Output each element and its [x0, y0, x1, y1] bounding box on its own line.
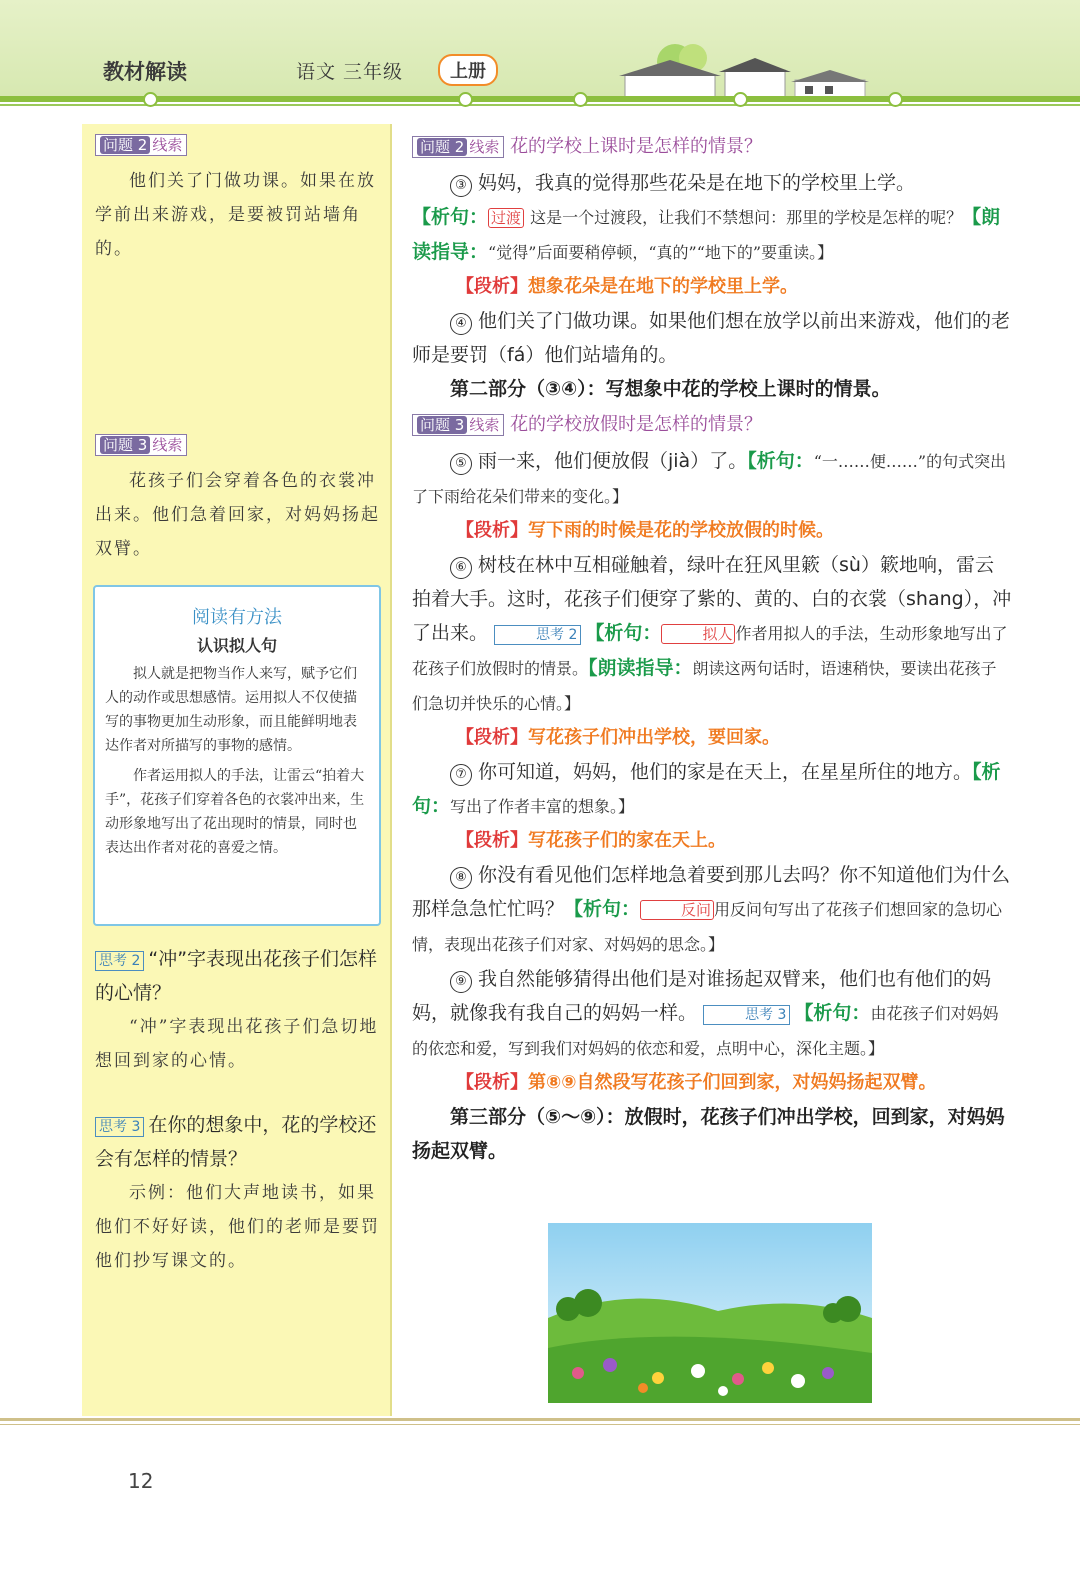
header-dot [458, 92, 473, 107]
paragraph-6-text: 树枝在林中互相碰触着，绿叶在狂风里簌（sù）簌地响，雷云拍着大手。这时，花孩子们便穿了紫的、黄的、白的衣裳（shang），冲了出来。 [412, 554, 1012, 644]
analysis-tag-rhetorical: 反问 [640, 900, 714, 920]
q3-question-line [412, 410, 1012, 440]
header-dot [573, 92, 588, 107]
think3-question: 在你的想象中，花的学校还会有怎样的情景？ [95, 1114, 377, 1170]
q3-clue-tag [95, 434, 187, 456]
paragraph-6 [412, 548, 1012, 721]
paragraph-8-analysis: 用反问句写出了花孩子们想回家的急切心情，表现出花孩子们对家、对妈妈的思念。】 [412, 900, 1003, 954]
think3-block [95, 1108, 380, 1278]
method-title: 阅读有方法 [192, 607, 282, 628]
paragraph-9-analysis: 由花孩子们对妈妈的依恋和爱，写到我们对妈妈的依恋和爱，点明中心，深化主题。】 [412, 1004, 999, 1058]
paragraph-5-number: ⑤ [450, 453, 472, 475]
segment-7-text: 写花孩子们的家在天上。 [528, 830, 726, 851]
think2-answer: “冲”字表现出花孩子们急切地想回到家的心情。 [95, 1017, 379, 1071]
analysis-label: 【析句： [747, 450, 814, 472]
segment-3-text: 想象花朵是在地下的学校里上学。 [528, 276, 798, 297]
segment-5-text: 写下雨的时候是花的学校放假的时候。 [528, 520, 834, 541]
q3-tag [412, 414, 504, 436]
analysis-label: 【析句： [412, 761, 1001, 817]
segment-6-text: 写花孩子们冲出学校，要回家。 [528, 727, 780, 748]
segment-9-text: 第⑧⑨自然段写花孩子们回到家，对妈妈扬起双臂。 [528, 1072, 937, 1093]
q3-tag-number: 问题 3 [100, 436, 150, 454]
segment-label: 【段析】 [456, 830, 528, 851]
paragraph-5 [412, 444, 1012, 514]
footer-rule-thin [0, 1424, 1080, 1425]
paragraph-6-reading-guide: 朗读这两句话时，语速稍快，要读出花孩子们急切并快乐的心情。】 [412, 659, 997, 713]
header-rule-thin [0, 104, 1080, 106]
main-text-column [412, 128, 1012, 1168]
method-paragraph-2: 作者运用拟人的手法，让雷云“拍着大手”，花孩子们穿着各色的衣裳冲出来，生动形象地写出了花出现时的情景，同时也表达出作者对花的喜爱之情。 [105, 768, 365, 856]
paragraph-6-number: ⑥ [450, 557, 472, 579]
q2-clue-text: 他们关了门做功课。如果在放学前出来游戏，是要被罚站墙角的。 [95, 171, 376, 259]
think3-ref-tag: 思考 3 [703, 1005, 790, 1025]
segment-analysis-6 [412, 721, 1012, 755]
q2-tag-number: 问题 2 [100, 136, 150, 154]
header-dot [733, 92, 748, 107]
footer-rule [0, 1418, 1080, 1421]
paragraph-8-text: 你没有看见他们怎样地急着要到那儿去吗？你不知道他们为什么那样急急忙忙吗？ [412, 864, 1011, 920]
paragraph-9 [412, 962, 1012, 1066]
segment-label: 【段析】 [456, 276, 528, 297]
paragraph-7-text: 你可知道，妈妈，他们的家是在天上，在星星所住的地方。 [478, 761, 973, 783]
q3-tag-number-right: 问题 3 [417, 416, 467, 434]
paragraph-4-number: ④ [450, 313, 472, 335]
analysis-tag-transition: 过渡 [488, 208, 524, 228]
page-header [0, 0, 1080, 100]
paragraph-7 [412, 755, 1012, 824]
paragraph-9-text: 我自然能够猜得出他们是对谁扬起双臂来，他们也有他们的妈妈，就像我有我自己的妈妈一样。 [412, 968, 992, 1024]
paragraph-4 [412, 304, 1012, 372]
header-house-illustration [605, 40, 875, 100]
q2-tag-suffix: 线索 [152, 136, 183, 154]
analysis-label: 【析句： [585, 622, 662, 644]
think3-answer: 示例：他们大声地读书，如果他们不好好读，他们的老师是要罚他们抄写课文的。 [95, 1183, 380, 1271]
q2-question: 花的学校上课时是怎样的情景？ [510, 136, 763, 157]
paragraph-7-number: ⑦ [450, 764, 472, 786]
q3-question: 花的学校放假时是怎样的情景？ [510, 414, 763, 435]
segment-label: 【段析】 [456, 1072, 528, 1093]
volume-badge: 上册 [438, 54, 498, 86]
paragraph-3-text: 妈妈，我真的觉得那些花朵是在地下的学校里上学。 [478, 172, 916, 194]
segment-analysis-3 [412, 270, 1012, 304]
reading-method-box [93, 585, 381, 926]
part-3-summary: 第三部分（⑤～⑨）：放假时，花孩子们冲出学校，回到家，对妈妈扬起双臂。 [412, 1106, 1005, 1162]
think2-tag: 思考 2 [95, 951, 144, 971]
q3-clue-block [95, 434, 380, 566]
think3-tag: 思考 3 [95, 1117, 144, 1137]
q3-clue-text: 花孩子们会穿着各色的衣裳冲出来。他们急着回家，对妈妈扬起双臂。 [95, 471, 380, 559]
paragraph-5-analysis: “一……便……”的句式突出了下雨给花朵们带来的变化。】 [412, 452, 1007, 506]
q2-tag-suffix-right: 线索 [469, 138, 500, 156]
paragraph-9-number: ⑨ [450, 971, 472, 993]
segment-label: 【段析】 [456, 520, 528, 541]
paragraph-5-text: 雨一来，他们便放假（jià）了。 [478, 450, 748, 472]
meadow-flowers-illustration [548, 1223, 872, 1403]
method-paragraph-1: 拟人就是把物当作人来写，赋予它们人的动作或思想感情。运用拟人不仅使描写的事物更加生动形象，而且能鲜明地表达作者对所描写的事物的感情。 [105, 666, 357, 754]
header-dot [888, 92, 903, 107]
segment-analysis-5 [412, 514, 1012, 548]
header-dot [143, 92, 158, 107]
paragraph-8 [412, 858, 1012, 962]
q3-tag-suffix: 线索 [152, 436, 183, 454]
q2-question-line [412, 132, 1012, 162]
analysis-tag-personification: 拟人 [661, 624, 735, 644]
paragraph-8-number: ⑧ [450, 867, 472, 889]
think2-question: “冲”字表现出花孩子们怎样的心情？ [95, 948, 378, 1004]
header-rule [0, 96, 1080, 102]
analysis-label: 【析句： [794, 1002, 871, 1024]
think2-ref-tag: 思考 2 [494, 625, 581, 645]
paragraph-6-analysis: 作者用拟人的手法，生动形象地写出了花孩子们放假时的情景。 [412, 624, 1008, 678]
segment-analysis-9 [412, 1066, 1012, 1100]
method-subtitle: 认识拟人句 [196, 636, 277, 655]
paragraph-4-text: 他们关了门做功课。如果他们想在放学以前出来游戏，他们的老师是要罚（fá）他们站墙角的。 [412, 310, 1011, 366]
reading-guide-label: 【朗读指导： [588, 657, 693, 679]
think2-block [95, 942, 380, 1078]
book-title: 教材解读 [103, 60, 187, 84]
q3-tag-suffix-right: 线索 [469, 416, 500, 434]
segment-analysis-7 [412, 824, 1012, 858]
page-number: 12 [128, 1469, 154, 1493]
reading-guide-label: 【朗读指导： [412, 206, 1001, 263]
q2-clue-tag [95, 134, 187, 156]
subject-grade: 语文 三年级 [296, 61, 404, 83]
paragraph-3-analysis: 这是一个过渡段，让我们不禁想问：那里的学校是怎样的呢？ [530, 208, 963, 227]
analysis-label: 【析句： [412, 206, 489, 228]
segment-label: 【段析】 [456, 727, 528, 748]
q2-tag [412, 136, 504, 158]
part-2-summary: 第二部分（③④）：写想象中花的学校上课时的情景。 [450, 378, 891, 400]
paragraph-3-reading-guide: “觉得”后面要稍停顿，“真的”“地下的”要重读。】 [488, 243, 834, 262]
q2-clue-block [95, 134, 380, 266]
paragraph-3-number: ③ [450, 175, 472, 197]
q2-tag-number-right: 问题 2 [417, 138, 467, 156]
paragraph-3 [412, 166, 1012, 200]
analysis-label: 【析句： [564, 898, 641, 920]
paragraph-7-analysis: 写出了作者丰富的想象。】 [450, 797, 635, 816]
paragraph-3-notes [412, 200, 1012, 270]
